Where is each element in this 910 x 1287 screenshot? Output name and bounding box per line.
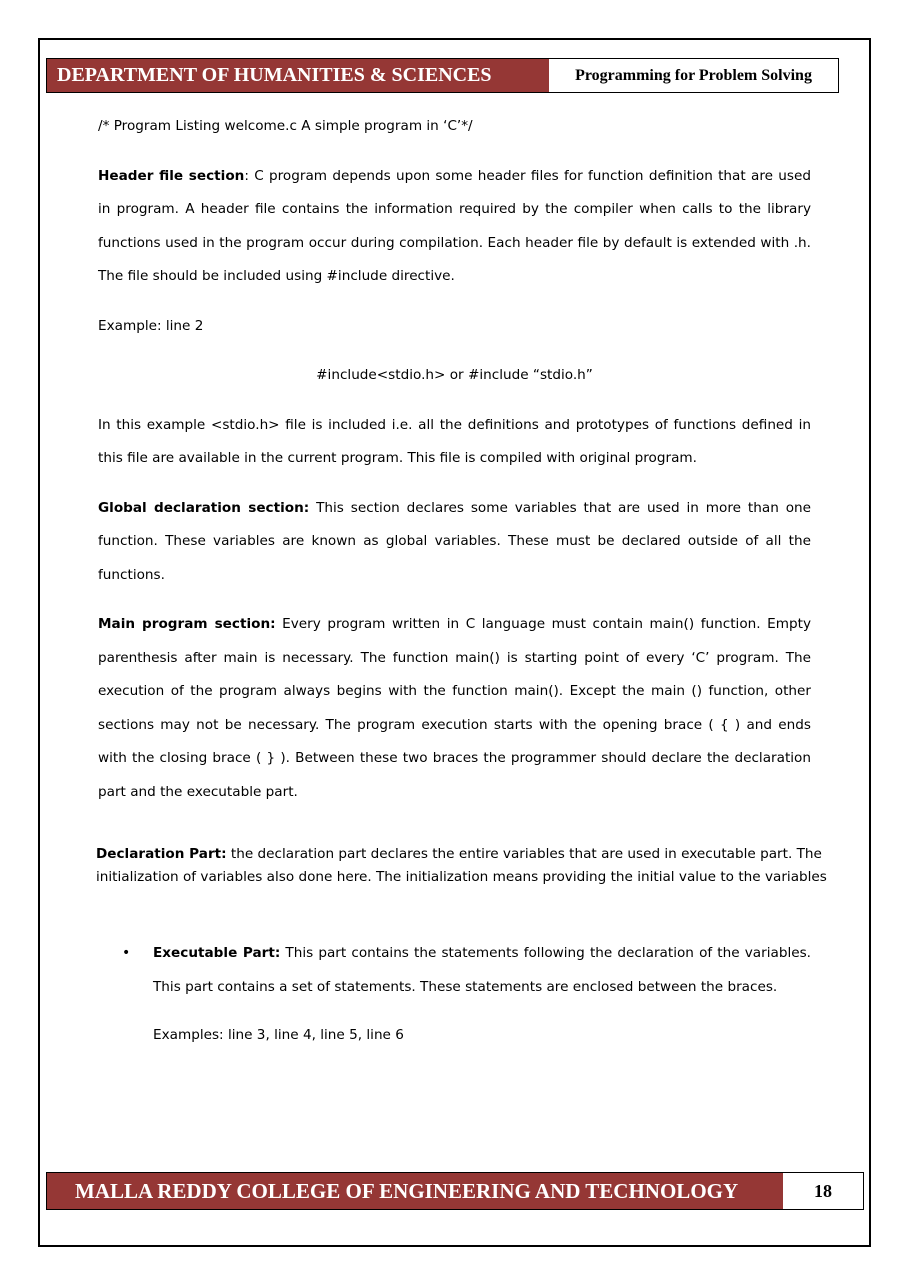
declaration-part-text: the declaration part declares the entire variables that are used in executable part. The initialization of variables also done here. The initialization means providing the initial value to the variables xyxy=(96,846,827,885)
main-program-term: Main program section: xyxy=(98,616,276,632)
executable-part-text: This part contains the statements following the declaration of the variables. This part contains a set of statements. These statements are enclosed between the braces. xyxy=(153,945,812,995)
subject-title: Programming for Problem Solving xyxy=(575,66,812,84)
page-footer xyxy=(46,1172,864,1210)
include-explanation-paragraph: In this example <stdio.h> file is included i.e. all the definitions and prototypes of functions defined in this file are available in the current program. This file is compiled with original program. xyxy=(98,416,811,466)
include-directive-example: #include<stdio.h> or #include “stdio.h” xyxy=(316,367,593,383)
global-declaration-paragraph xyxy=(98,492,811,593)
bullet-icon: • xyxy=(122,945,131,961)
page-number: 18 xyxy=(814,1180,832,1201)
declaration-part-term: Declaration Part: xyxy=(96,846,227,862)
example-line-2: Example: line 2 xyxy=(98,317,204,334)
executable-part-list xyxy=(122,937,811,1053)
main-content xyxy=(98,110,811,809)
global-declaration-text: This section declares some variables that are used in more than one function. These variables are known as global variables. These must be declared outside of all the functions. xyxy=(98,499,811,583)
header-file-section-paragraph xyxy=(98,160,811,294)
executable-part-text-block xyxy=(153,937,811,1004)
header-file-section-term: Header file section xyxy=(98,167,245,184)
header-file-section-text: : C program depends upon some header files for function definition that are used in program. A header file contains the information required by the compiler when calls to the library functions used in the program occur during compilation. Each header file by default is extended with .h. The file should be included using #include directive. xyxy=(98,167,811,284)
executable-part-term: Executable Part: xyxy=(153,945,281,961)
page-header xyxy=(46,58,839,93)
college-banner: MALLA REDDY COLLEGE OF ENGINEERING AND TECHNOLOGY xyxy=(47,1173,783,1209)
list-item xyxy=(122,937,811,1004)
department-banner: DEPARTMENT OF HUMANITIES & SCIENCES xyxy=(47,59,549,92)
declaration-part-paragraph xyxy=(96,843,856,889)
examples-lines: Examples: line 3, line 4, line 5, line 6 xyxy=(153,1027,404,1043)
program-comment-line: /* Program Listing welcome.c A simple program in ‘C’*/ xyxy=(98,118,473,134)
global-declaration-term: Global declaration section: xyxy=(98,499,310,516)
main-program-text: Every program written in C language must contain main() function. Empty parenthesis after main is necessary. The function main() is starting point of every ‘C’ program. The execution of the program always begins with the function main(). Except the main () function, other sections may not be necessary. The program execution starts with the opening brace ( { ) and ends with the closing brace ( } ). Between these two braces the programmer should declare the declaration part and the executable part. xyxy=(98,616,811,800)
main-program-paragraph xyxy=(98,608,811,809)
